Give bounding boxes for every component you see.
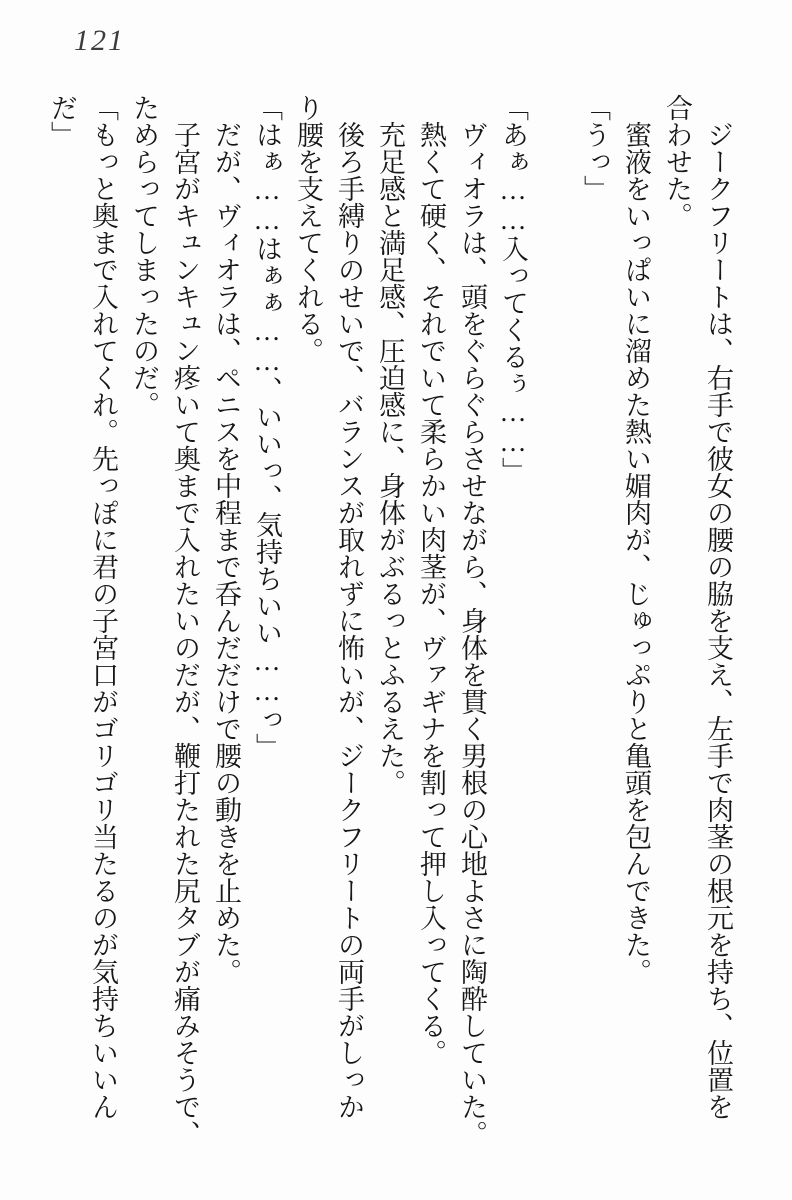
text-line: 「うっ」: [580, 94, 610, 202]
text-line: 充足感と満足感、圧迫感に、身体がぶるっとふるえた。: [375, 94, 405, 796]
text-body: [38, 94, 738, 1174]
page-number: 121: [74, 24, 125, 57]
blank-line: [533, 94, 574, 1174]
text-line: だが、ヴィオラは、ペニスを中程まで呑んだだけで腰の動きを止めた。: [211, 94, 241, 985]
text-line: 合わせた。: [662, 94, 692, 229]
text-line: だ」: [47, 94, 77, 148]
text-line: 「もっと奥まで入れてくれ。先っぽに君の子宮口がゴリゴリ当たるのが気持ちいいん: [88, 94, 118, 1120]
text-line: ジークフリートは、右手で彼女の腰の脇を支え、左手で肉茎の根元を持ち、位置を: [703, 94, 733, 1120]
text-line: 蜜液をいっぱいに溜めた熱い媚肉が、じゅっぷりと亀頭を包んできた。: [621, 94, 651, 985]
text-line: 後ろ手縛りのせいで、バランスが取れずに怖いが、ジークフリートの両手がしっか: [334, 94, 364, 1120]
text-line: 熱くて硬く、それでいて柔らかい肉茎が、ヴァギナを割って押し入ってくる。: [416, 94, 446, 1066]
text-line: 子宮がキュンキュン疼いて奥まで入れたいのだが、鞭打たれた尻タブが痛みそうで、: [170, 94, 200, 1147]
text-line: り腰を支えてくれる。: [293, 94, 323, 364]
text-line: 「はぁ……はぁぁ……、いいっ、気持ちいい……っ」: [252, 94, 282, 760]
text-line: ヴィオラは、頭をぐらぐらさせながら、身体を貫く男根の心地よさに陶酔していた。: [457, 94, 487, 1147]
text-line: 「あぁ……入ってくるぅ……」: [498, 94, 528, 484]
text-line: ためらってしまったのだ。: [129, 94, 159, 418]
